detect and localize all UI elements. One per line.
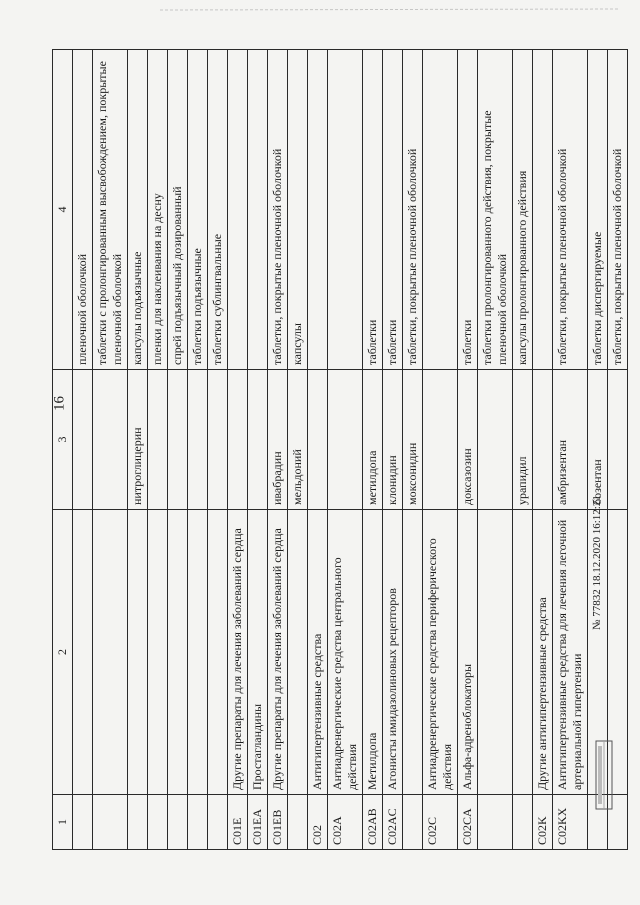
table-row <box>363 50 383 850</box>
table-row <box>168 50 188 850</box>
group-name-cell <box>478 510 513 795</box>
drug-name-cell <box>73 370 93 510</box>
atc-code-cell <box>288 795 308 850</box>
dosage-form-cell: таблетки с пролонгированным высвобождением, покрытые пленочной оболочкой <box>93 50 128 370</box>
drug-name-cell <box>423 370 458 510</box>
atc-code-cell <box>93 795 128 850</box>
atc-code-cell: C02AB <box>363 795 383 850</box>
table-row <box>533 50 553 850</box>
table-row <box>248 50 268 850</box>
drug-name-cell <box>533 370 553 510</box>
dosage-form-cell <box>228 50 248 370</box>
drug-name-cell <box>328 370 363 510</box>
drug-name-cell <box>148 370 168 510</box>
dosage-form-cell <box>308 50 328 370</box>
table-body <box>73 50 628 850</box>
table-row <box>288 50 308 850</box>
drug-name-cell <box>308 370 328 510</box>
table-row <box>383 50 403 850</box>
drug-name-cell: метилдопа <box>363 370 383 510</box>
group-name-cell: Другие препараты для лечения заболеваний сердца <box>228 510 248 795</box>
atc-code-cell: C02A <box>328 795 363 850</box>
dosage-form-cell: таблетки диспергируемые <box>588 50 608 370</box>
drug-name-cell: нитроглицерин <box>128 370 148 510</box>
atc-code-cell: C02 <box>308 795 328 850</box>
table-row <box>128 50 148 850</box>
table-row <box>458 50 478 850</box>
dosage-form-cell: таблетки подъязычные <box>188 50 208 370</box>
header-col-3: 3 <box>53 370 73 510</box>
group-name-cell <box>73 510 93 795</box>
atc-code-cell <box>208 795 228 850</box>
dosage-form-cell: пленочной оболочкой <box>73 50 93 370</box>
dosage-form-cell: таблетки сублингвальные <box>208 50 228 370</box>
rotated-table-container <box>52 50 624 850</box>
dosage-form-cell: таблетки, покрытые пленочной оболочкой <box>608 50 628 370</box>
atc-code-cell: C01EB <box>268 795 288 850</box>
atc-code-cell <box>403 795 423 850</box>
drug-name-cell <box>228 370 248 510</box>
group-name-cell <box>403 510 423 795</box>
atc-code-cell: C01E <box>228 795 248 850</box>
dosage-form-cell: капсулы пролонгированного действия <box>513 50 533 370</box>
atc-code-cell <box>73 795 93 850</box>
table-row <box>328 50 363 850</box>
dosage-form-cell: таблетки <box>383 50 403 370</box>
group-name-cell <box>168 510 188 795</box>
group-name-cell: Антигипертензивные средства для лечения легочной артериальной гипертензии <box>553 510 588 795</box>
dosage-form-cell <box>328 50 363 370</box>
dosage-form-cell: таблетки <box>458 50 478 370</box>
atc-code-cell: C01EA <box>248 795 268 850</box>
document-footer: № 77832 18.12.2020 16:12:21 <box>591 495 603 630</box>
dosage-form-cell: таблетки, покрытые пленочной оболочкой <box>403 50 423 370</box>
atc-code-cell <box>168 795 188 850</box>
group-name-cell <box>188 510 208 795</box>
table-row <box>478 50 513 850</box>
table-row <box>93 50 128 850</box>
table-row <box>403 50 423 850</box>
group-name-cell: Метилдопа <box>363 510 383 795</box>
drug-name-cell <box>208 370 228 510</box>
group-name-cell: Агонисты имидазолиновых рецепторов <box>383 510 403 795</box>
dosage-form-cell <box>248 50 268 370</box>
group-name-cell <box>148 510 168 795</box>
dosage-form-cell: капсулы <box>288 50 308 370</box>
drug-name-cell <box>168 370 188 510</box>
table-row <box>148 50 168 850</box>
group-name-cell <box>93 510 128 795</box>
group-name-cell: Другие антигипертензивные средства <box>533 510 553 795</box>
dosage-form-cell: капсулы подъязычные <box>128 50 148 370</box>
group-name-cell: Другие препараты для лечения заболеваний сердца <box>268 510 288 795</box>
registry-stamp <box>595 740 613 810</box>
group-name-cell: Альфа-адреноблокаторы <box>458 510 478 795</box>
group-name-cell <box>288 510 308 795</box>
drug-name-cell: урапидил <box>513 370 533 510</box>
drug-name-cell <box>93 370 128 510</box>
atc-code-cell <box>513 795 533 850</box>
drug-name-cell <box>248 370 268 510</box>
table-row <box>553 50 588 850</box>
atc-code-cell: C02CA <box>458 795 478 850</box>
header-col-2: 2 <box>53 510 73 795</box>
group-name-cell: Антигипертензивные средства <box>308 510 328 795</box>
header-col-1: 1 <box>53 795 73 850</box>
group-name-cell: Антиадренергические средства периферического действия <box>423 510 458 795</box>
atc-code-cell: C02KX <box>553 795 588 850</box>
table-header-row <box>53 50 73 850</box>
dosage-form-cell <box>533 50 553 370</box>
dosage-form-cell <box>423 50 458 370</box>
table-row <box>513 50 533 850</box>
dosage-form-cell: таблетки, покрытые пленочной оболочкой <box>268 50 288 370</box>
drug-name-cell <box>608 370 628 510</box>
drug-name-cell: амбризентан <box>553 370 588 510</box>
drug-name-cell <box>478 370 513 510</box>
atc-code-cell: C02K <box>533 795 553 850</box>
group-name-cell: Антиадренергические средства центрального действия <box>328 510 363 795</box>
atc-code-cell <box>148 795 168 850</box>
atc-code-cell <box>188 795 208 850</box>
drug-name-cell: ивабрадин <box>268 370 288 510</box>
dosage-form-cell: пленки для наклеивания на десну <box>148 50 168 370</box>
table-row <box>228 50 248 850</box>
atc-code-cell <box>128 795 148 850</box>
drug-classification-table <box>52 49 628 850</box>
group-name-cell <box>513 510 533 795</box>
dosage-form-cell: таблетки, покрытые пленочной оболочкой <box>553 50 588 370</box>
drug-name-cell: доксазозин <box>458 370 478 510</box>
table-row <box>188 50 208 850</box>
group-name-cell <box>128 510 148 795</box>
drug-name-cell: бозентан <box>588 370 608 510</box>
drug-name-cell: моксонидин <box>403 370 423 510</box>
table-row <box>73 50 93 850</box>
page-number: 16 <box>51 396 68 411</box>
atc-code-cell: C02AC <box>383 795 403 850</box>
atc-code-cell <box>478 795 513 850</box>
table-row <box>208 50 228 850</box>
dosage-form-cell: спрей подъязычный дозированный <box>168 50 188 370</box>
table-row <box>608 50 628 850</box>
group-name-cell <box>208 510 228 795</box>
table-row <box>423 50 458 850</box>
dosage-form-cell: таблетки <box>363 50 383 370</box>
table-row <box>308 50 328 850</box>
drug-name-cell: клонидин <box>383 370 403 510</box>
scan-artifact <box>160 0 620 6</box>
drug-name-cell: мельдоний <box>288 370 308 510</box>
table-row <box>268 50 288 850</box>
drug-name-cell <box>188 370 208 510</box>
atc-code-cell: C02C <box>423 795 458 850</box>
group-name-cell: Простагландины <box>248 510 268 795</box>
header-col-4: 4 <box>53 50 73 370</box>
dosage-form-cell: таблетки пролонгированного действия, покрытые пленочной оболочкой <box>478 50 513 370</box>
